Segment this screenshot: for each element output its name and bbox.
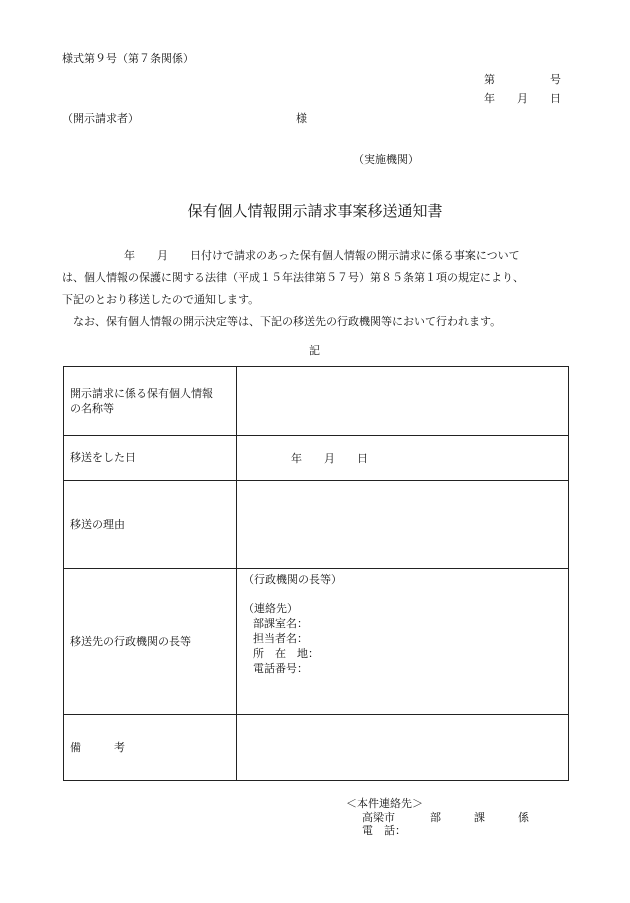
remarks-label: 備 考 (64, 715, 237, 781)
row-transfer-reason (64, 481, 569, 569)
address-label: 所 在 地： (253, 647, 319, 660)
document-number: 第 号 (484, 73, 561, 86)
info-name-label-line1: 開示請求に係る保有個人情報 (70, 387, 213, 400)
agency-label: （実施機関） (353, 153, 419, 166)
info-name-value (237, 367, 569, 436)
phone-label: 電話番号： (253, 662, 308, 675)
transfer-reason-value (237, 481, 569, 569)
footer-ka: 課 (474, 811, 485, 824)
honorific-sama: 様 (296, 112, 307, 125)
destination-label: 移送先の行政機関の長等 (64, 569, 237, 715)
body-line-2: は、個人情報の保護に関する法律（平成１５年法律第５７号）第８５条第１項の規定により、 (62, 271, 524, 284)
contact-heading: （連絡先） (243, 602, 298, 615)
document-title: 保有個人情報開示請求事案移送通知書 (187, 202, 443, 220)
form-number: 様式第９号（第７条関係） (62, 52, 194, 65)
requester-label: （開示請求者） (62, 112, 139, 125)
person-label: 担当者名： (253, 632, 308, 645)
destination-value (237, 569, 569, 715)
footer-phone-label: 電 話： (362, 824, 406, 837)
remarks-value (237, 715, 569, 781)
row-destination (64, 569, 569, 715)
info-name-label (64, 367, 237, 436)
contact-heading-footer: ＜本件連絡先＞ (346, 797, 423, 810)
footer-city: 高梁市 (362, 811, 395, 824)
transfer-table (63, 366, 569, 781)
destination-head: （行政機関の長等） (243, 573, 342, 586)
transfer-date-value (237, 436, 569, 481)
info-name-label-line2: の名称等 (70, 402, 114, 415)
body-line-4: なお、保有個人情報の開示決定等は、下記の移送先の行政機関等において行われます。 (73, 315, 502, 328)
transfer-date-text: 年 月 日 (291, 452, 368, 465)
body-line-1: 年 月 日付けで請求のあった保有個人情報の開示請求に係る事案について (124, 249, 520, 262)
row-remarks (64, 715, 569, 781)
footer-kakari: 係 (518, 811, 529, 824)
row-info-name (64, 367, 569, 436)
transfer-date-label: 移送をした日 (64, 436, 237, 481)
row-transfer-date (64, 436, 569, 481)
dept-label: 部課室名： (253, 617, 308, 630)
issue-date: 年 月 日 (484, 92, 561, 105)
ki-marker: 記 (309, 344, 320, 357)
transfer-reason-label: 移送の理由 (64, 481, 237, 569)
body-line-3: 下記のとおり移送したので通知します。 (62, 293, 260, 306)
footer-bu: 部 (430, 811, 441, 824)
